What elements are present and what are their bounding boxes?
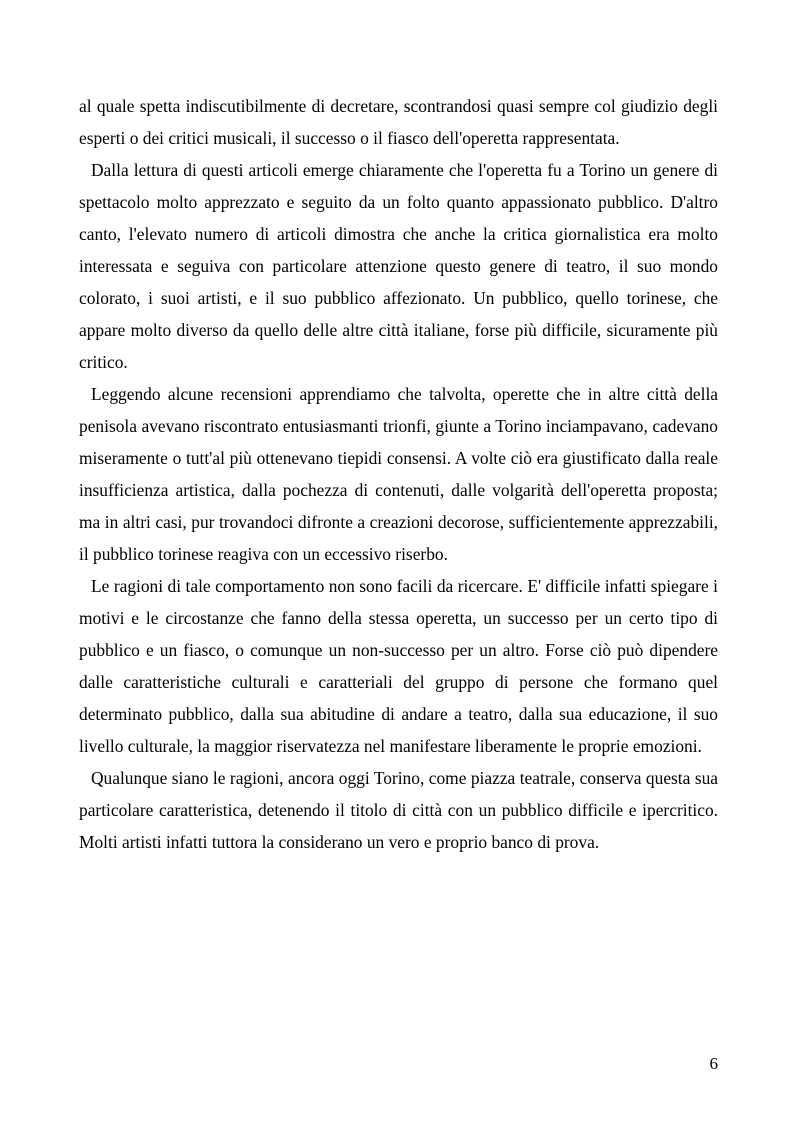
page-number: 6: [709, 1054, 718, 1073]
paragraph: Dalla lettura di questi articoli emerge chiaramente che l'operetta fu a Torino un genere di spettacolo molto apprezzato e seguito da un folto quanto appassionato pubblico. D'altro canto, l'elevato numero di articoli dimostra che anche la critica giornalistica era molto interessata e seguiva con particolare attenzione questo genere di teatro, il suo mondo colorato, i suoi artisti, e il suo pubblico affezionato. Un pubblico, quello torinese, che appare molto diverso da quello delle altre città italiane, forse più difficile, sicuramente più critico.: [79, 160, 718, 372]
paragraph-continuation: al quale spetta indiscutibilmente di decretare, scontrandosi quasi sempre col giudizio degli esperti o dei critici musicali, il successo o il fiasco dell'operetta rappresentata.: [79, 96, 718, 148]
paragraph: Qualunque siano le ragioni, ancora oggi Torino, come piazza teatrale, conserva questa sua particolare caratteristica, detenendo il titolo di città con un pubblico difficile e ipercritico. Molti artisti infatti tuttora la considerano un vero e proprio banco di prova.: [79, 768, 718, 852]
paragraph: Le ragioni di tale comportamento non sono facili da ricercare. E' difficile infatti spiegare i motivi e le circostanze che fanno della stessa operetta, un successo per un certo tipo di pubblico e un fiasco, o comunque un non-successo per un altro. Forse ciò può dipendere dalle caratteristiche culturali e caratteriali del gruppo di persone che formano quel determinato pubblico, dalla sua abitudine di andare a teatro, dalla sua educazione, il suo livello culturale, la maggior riservatezza nel manifestare liberamente le proprie emozioni.: [79, 576, 718, 756]
paragraph: Leggendo alcune recensioni apprendiamo che talvolta, operette che in altre città della penisola avevano riscontrato entusiasmanti trionfi, giunte a Torino inciampavano, cadevano miseramente o tutt'al più ottenevano tiepidi consensi. A volte ciò era giustificato dalla reale insufficienza artistica, dalla pochezza di contenuti, dalle volgarità dell'operetta proposta; ma in altri casi, pur trovandoci difronte a creazioni decorose, sufficientemente apprezzabili, il pubblico torinese reagiva con un eccessivo riserbo.: [79, 384, 718, 564]
body-text: [79, 90, 718, 858]
